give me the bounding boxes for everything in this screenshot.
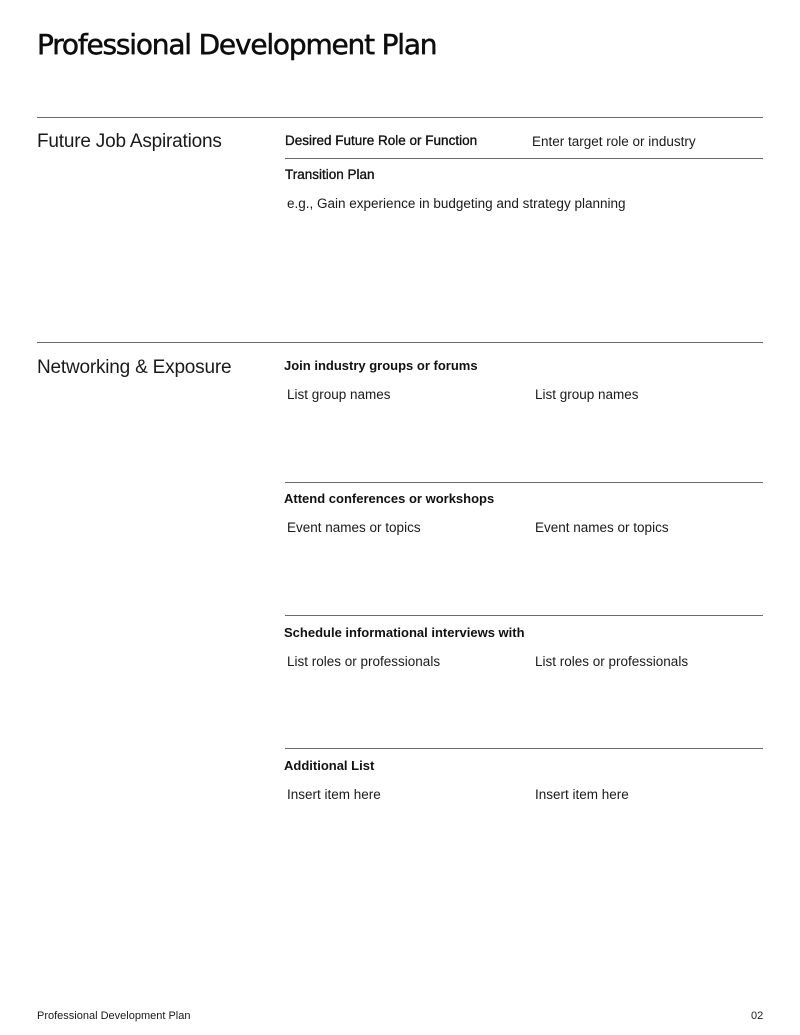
field-divider [285, 158, 763, 159]
desired-role-field[interactable]: Enter target role or industry [532, 134, 696, 149]
conference-field-2[interactable]: Event names or topics [535, 520, 669, 535]
group-label-conferences: Attend conferences or workshops [284, 491, 495, 506]
interview-field-1[interactable]: List roles or professionals [287, 654, 441, 669]
transition-plan-field[interactable]: e.g., Gain experience in budgeting and strategy planning [287, 196, 626, 211]
page-title: Professional Development Plan [37, 28, 437, 61]
section-divider [37, 117, 763, 118]
conference-field-1[interactable]: Event names or topics [287, 520, 421, 535]
group-divider [285, 748, 763, 749]
footer-title: Professional Development Plan [37, 1010, 191, 1022]
section-title-networking-exposure: Networking & Exposure [37, 357, 232, 378]
group-label-additional-list: Additional List [284, 758, 375, 773]
section-divider [37, 342, 763, 343]
footer-page-number: 02 [751, 1010, 764, 1022]
section-title-future-job-aspirations: Future Job Aspirations [37, 131, 222, 152]
group-divider [285, 482, 763, 483]
transition-plan-label: Transition Plan [285, 167, 375, 182]
group-divider [285, 615, 763, 616]
desired-role-label: Desired Future Role or Function [285, 133, 478, 148]
group-label-informational-interviews: Schedule informational interviews with [284, 625, 525, 640]
industry-group-field-2[interactable]: List group names [535, 387, 639, 402]
industry-group-field-1[interactable]: List group names [287, 387, 391, 402]
interview-field-2[interactable]: List roles or professionals [535, 654, 689, 669]
additional-item-field-1[interactable]: Insert item here [287, 787, 381, 802]
additional-item-field-2[interactable]: Insert item here [535, 787, 629, 802]
group-label-industry-groups: Join industry groups or forums [284, 358, 478, 373]
